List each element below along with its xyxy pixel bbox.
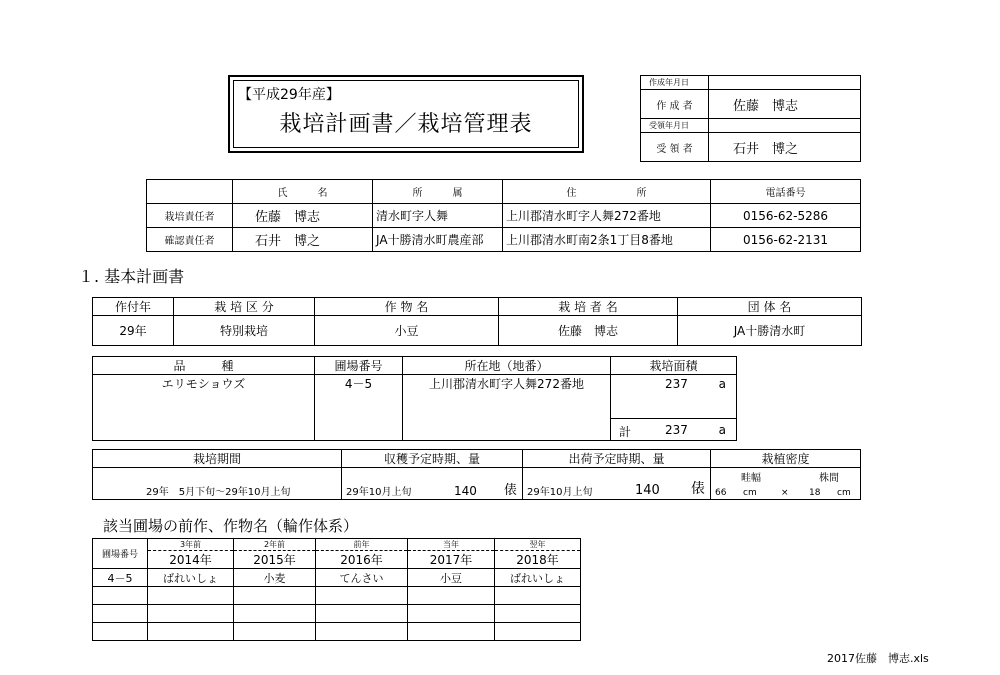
shipping-amount: 140 xyxy=(635,483,660,498)
plan-header-grower: 栽 培 者 名 xyxy=(499,298,678,316)
field-area-cell[interactable] xyxy=(611,375,737,419)
harvest-amount: 140 xyxy=(454,484,477,498)
period-header-cultivation: 栽培期間 xyxy=(93,450,342,468)
creator-label: 作 成 者 xyxy=(641,90,709,119)
rot-header-plot: 圃場番号 xyxy=(93,539,148,569)
plant-value: 18 xyxy=(809,488,821,498)
plan-header-org: 団 体 名 xyxy=(678,298,862,316)
table-row xyxy=(93,605,581,623)
rot-crop[interactable] xyxy=(148,605,234,623)
resp-header-affiliation: 所 属 xyxy=(373,180,503,204)
times-symbol: × xyxy=(781,488,789,498)
field-total-value: 237 xyxy=(665,423,688,437)
rot-crop[interactable] xyxy=(316,587,408,605)
table-row xyxy=(93,623,581,641)
ridge-unit: cm xyxy=(743,488,757,498)
received-date-cell[interactable] xyxy=(709,119,861,133)
rot-year: 2016年 xyxy=(316,550,407,568)
rot-year-rel: 翌年 xyxy=(529,540,546,549)
resp-address[interactable]: 上川郡清水町字人舞272番地 xyxy=(503,204,711,228)
rot-crop[interactable] xyxy=(495,605,581,623)
creator-name[interactable]: 佐藤 博志 xyxy=(709,90,861,119)
resp-header-address: 住 所 xyxy=(503,180,711,204)
resp-affiliation[interactable]: 清水町字人舞 xyxy=(373,204,503,228)
rot-crop[interactable] xyxy=(408,605,495,623)
rot-crop[interactable]: ばれいしょ xyxy=(495,569,581,587)
rot-crop[interactable]: ばれいしょ xyxy=(148,569,234,587)
rot-crop[interactable]: てんさい xyxy=(316,569,408,587)
field-table xyxy=(92,356,737,441)
resp-role: 栽培責任者 xyxy=(147,204,233,228)
rot-year-col xyxy=(495,539,581,569)
rot-year: 2014年 xyxy=(148,550,233,568)
rotation-table xyxy=(92,538,581,641)
created-date-cell[interactable] xyxy=(709,76,861,90)
shipping-unit: 俵 xyxy=(691,481,705,497)
resp-phone[interactable]: 0156-62-2131 xyxy=(711,228,861,252)
field-location[interactable]: 上川郡清水町字人舞272番地 xyxy=(403,375,611,441)
field-area-unit: a xyxy=(718,377,726,391)
plant-unit: cm xyxy=(837,488,851,498)
section-title: １. 基本計画書 xyxy=(78,267,185,286)
rot-year-col xyxy=(234,539,316,569)
title-box-inner xyxy=(233,80,579,148)
created-date-label: 作成年月日 xyxy=(641,76,709,90)
table-row xyxy=(93,569,581,587)
resp-header-phone: 電話番号 xyxy=(711,180,861,204)
rot-year-col xyxy=(408,539,495,569)
field-total-label: 計 xyxy=(619,425,632,439)
receiver-label: 受 領 者 xyxy=(641,133,709,162)
rot-crop[interactable] xyxy=(408,623,495,641)
title-year: 【平成29年産】 xyxy=(238,87,340,103)
rot-crop[interactable] xyxy=(148,587,234,605)
rotation-title: 該当圃場の前作、作物名（輪作体系） xyxy=(103,517,359,535)
resp-address[interactable]: 上川郡清水町南2条1丁目8番地 xyxy=(503,228,711,252)
responsible-table xyxy=(146,179,861,252)
received-date-label: 受領年月日 xyxy=(641,119,709,133)
plan-year[interactable]: 29年 xyxy=(93,316,174,346)
field-total-cell[interactable] xyxy=(611,419,737,441)
rot-year-rel: 前年 xyxy=(353,540,370,549)
rot-crop[interactable] xyxy=(234,605,316,623)
harvest-cell[interactable] xyxy=(342,468,523,500)
rot-plot[interactable] xyxy=(93,623,148,641)
resp-affiliation[interactable]: JA十勝清水町農産部 xyxy=(373,228,503,252)
period-header-shipping: 出荷予定時期、量 xyxy=(523,450,711,468)
field-plot-number[interactable]: 4－5 xyxy=(315,375,403,441)
cultivation-period: 29年 5月下旬～29年10月上旬 xyxy=(146,487,291,498)
rot-crop[interactable] xyxy=(234,623,316,641)
rot-year-rel: 当年 xyxy=(443,540,459,549)
rot-year-rel: 2年前 xyxy=(263,540,286,549)
density-cell[interactable] xyxy=(711,468,861,500)
rot-crop[interactable]: 小麦 xyxy=(234,569,316,587)
field-header-area: 栽培面積 xyxy=(611,357,737,375)
plan-table xyxy=(92,297,862,346)
field-header-plot: 圃場番号 xyxy=(315,357,403,375)
table-row xyxy=(147,228,861,252)
rot-plot[interactable]: 4－5 xyxy=(93,569,148,587)
plan-header-year: 作付年 xyxy=(93,298,174,316)
shipping-cell[interactable] xyxy=(523,468,711,500)
page-title: 栽培計画書／栽培管理表 xyxy=(279,112,533,137)
harvest-unit: 俵 xyxy=(504,483,518,498)
rot-year: 2017年 xyxy=(408,550,494,568)
cultivation-period-cell[interactable] xyxy=(93,468,342,500)
period-table xyxy=(92,449,861,500)
rot-crop[interactable] xyxy=(234,587,316,605)
rot-year-rel: 3年前 xyxy=(179,540,202,549)
rot-year-col xyxy=(316,539,408,569)
rot-crop[interactable] xyxy=(495,587,581,605)
plan-header-category: 栽 培 区 分 xyxy=(174,298,315,316)
resp-header-name: 氏 名 xyxy=(233,180,373,204)
table-row xyxy=(147,204,861,228)
field-total-unit: a xyxy=(718,423,726,437)
shipping-time: 29年10月上旬 xyxy=(527,487,593,498)
field-header-location: 所在地（地番） xyxy=(403,357,611,375)
resp-name[interactable]: 佐藤 博志 xyxy=(233,204,373,228)
rot-crop[interactable] xyxy=(316,605,408,623)
field-header-variety: 品 種 xyxy=(93,357,315,375)
rot-crop[interactable]: 小豆 xyxy=(408,569,495,587)
resp-header-blank xyxy=(147,180,233,204)
plant-label: 株間 xyxy=(819,473,839,484)
field-area-value: 237 xyxy=(665,377,688,391)
harvest-time: 29年10月上旬 xyxy=(346,487,412,498)
rot-crop[interactable] xyxy=(495,623,581,641)
plan-org[interactable]: JA十勝清水町 xyxy=(678,316,862,346)
plan-crop[interactable]: 小豆 xyxy=(315,316,499,346)
resp-phone[interactable]: 0156-62-5286 xyxy=(711,204,861,228)
rot-year-col xyxy=(148,539,234,569)
ridge-label: 畦幅 xyxy=(741,473,761,484)
rot-crop[interactable] xyxy=(408,587,495,605)
field-variety[interactable]: エリモショウズ xyxy=(93,375,315,441)
rot-crop[interactable] xyxy=(316,623,408,641)
rot-plot[interactable] xyxy=(93,605,148,623)
rot-plot[interactable] xyxy=(93,587,148,605)
rot-crop[interactable] xyxy=(148,623,234,641)
author-table xyxy=(640,75,861,162)
rot-year: 2018年 xyxy=(495,550,580,568)
period-header-harvest: 収穫予定時期、量 xyxy=(342,450,523,468)
title-box xyxy=(228,75,584,153)
plan-header-crop: 作 物 名 xyxy=(315,298,499,316)
plan-category[interactable]: 特別栽培 xyxy=(174,316,315,346)
footer-file-name: 2017佐藤 博志.xls xyxy=(827,652,929,665)
resp-role: 確認責任者 xyxy=(147,228,233,252)
ridge-value: 66 xyxy=(715,488,727,498)
resp-name[interactable]: 石井 博之 xyxy=(233,228,373,252)
table-row xyxy=(93,587,581,605)
plan-grower[interactable]: 佐藤 博志 xyxy=(499,316,678,346)
period-header-density: 栽植密度 xyxy=(711,450,861,468)
receiver-name[interactable]: 石井 博之 xyxy=(709,133,861,162)
rot-year: 2015年 xyxy=(234,550,315,568)
